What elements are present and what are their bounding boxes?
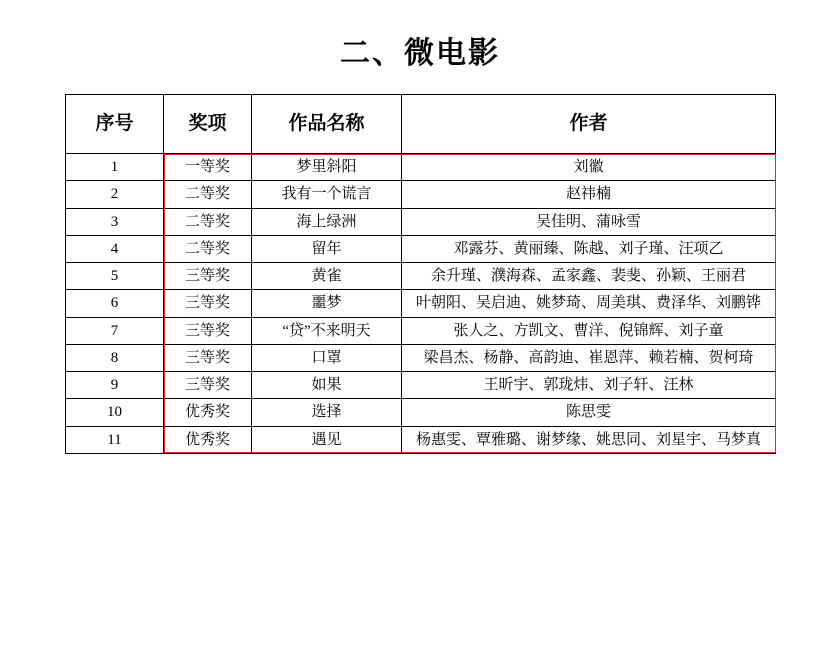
cell-no: 4 xyxy=(66,235,164,262)
cell-author: 赵祎楠 xyxy=(402,181,776,208)
cell-no: 2 xyxy=(66,181,164,208)
table-row xyxy=(66,208,776,235)
cell-award: 三等奖 xyxy=(164,317,252,344)
table-row xyxy=(66,235,776,262)
cell-award: 三等奖 xyxy=(164,263,252,290)
cell-author: 梁昌杰、杨静、高韵迪、崔恩萍、赖若楠、贺柯琦 xyxy=(402,344,776,371)
cell-author: 叶朝阳、吴启迪、姚梦琦、周美琪、费泽华、刘鹏铧 xyxy=(402,290,776,317)
cell-work: 留年 xyxy=(252,235,402,262)
table-row xyxy=(66,372,776,399)
cell-work: 选择 xyxy=(252,399,402,426)
cell-no: 11 xyxy=(66,426,164,453)
cell-author: 陈思雯 xyxy=(402,399,776,426)
award-table xyxy=(65,94,776,454)
cell-work: 我有一个谎言 xyxy=(252,181,402,208)
table-row xyxy=(66,426,776,453)
cell-work: 海上绿洲 xyxy=(252,208,402,235)
cell-no: 10 xyxy=(66,399,164,426)
cell-work: 如果 xyxy=(252,372,402,399)
cell-no: 9 xyxy=(66,372,164,399)
cell-award: 二等奖 xyxy=(164,235,252,262)
cell-work: 梦里斜阳 xyxy=(252,154,402,181)
table-row xyxy=(66,399,776,426)
cell-work: 黄雀 xyxy=(252,263,402,290)
cell-work: “贷”不来明天 xyxy=(252,317,402,344)
cell-author: 杨惠雯、覃雅璐、谢梦缘、姚思同、刘星宇、马梦真 xyxy=(402,426,776,453)
table-row xyxy=(66,344,776,371)
cell-work: 口罩 xyxy=(252,344,402,371)
table-row xyxy=(66,317,776,344)
cell-award: 优秀奖 xyxy=(164,426,252,453)
cell-work: 遇见 xyxy=(252,426,402,453)
column-header-work: 作品名称 xyxy=(252,95,402,154)
column-header-author: 作者 xyxy=(402,95,776,154)
cell-award: 一等奖 xyxy=(164,154,252,181)
cell-author: 刘徽 xyxy=(402,154,776,181)
cell-author: 吴佳明、蒲咏雪 xyxy=(402,208,776,235)
table-header xyxy=(66,95,776,154)
cell-award: 三等奖 xyxy=(164,372,252,399)
cell-author: 邓露芬、黄丽臻、陈越、刘子瑾、汪项乙 xyxy=(402,235,776,262)
table-row xyxy=(66,181,776,208)
cell-award: 二等奖 xyxy=(164,181,252,208)
cell-award: 三等奖 xyxy=(164,290,252,317)
column-header-no: 序号 xyxy=(66,95,164,154)
cell-award: 优秀奖 xyxy=(164,399,252,426)
table-row xyxy=(66,154,776,181)
cell-no: 7 xyxy=(66,317,164,344)
cell-no: 8 xyxy=(66,344,164,371)
cell-work: 噩梦 xyxy=(252,290,402,317)
table-header-row xyxy=(66,95,776,154)
cell-no: 3 xyxy=(66,208,164,235)
cell-author: 张人之、方凯文、曹洋、倪锦辉、刘子童 xyxy=(402,317,776,344)
column-header-award: 奖项 xyxy=(164,95,252,154)
award-table-container xyxy=(65,94,775,454)
cell-no: 1 xyxy=(66,154,164,181)
cell-no: 6 xyxy=(66,290,164,317)
cell-award: 三等奖 xyxy=(164,344,252,371)
table-row xyxy=(66,263,776,290)
cell-author: 王昕宇、郭珑炜、刘子轩、汪林 xyxy=(402,372,776,399)
document-page xyxy=(0,28,840,665)
cell-no: 5 xyxy=(66,263,164,290)
page-title: 二、微电影 xyxy=(340,37,500,70)
cell-award: 二等奖 xyxy=(164,208,252,235)
table-row xyxy=(66,290,776,317)
cell-author: 余升瑾、濮海森、孟家鑫、裴斐、孙颖、王丽君 xyxy=(402,263,776,290)
table-body xyxy=(66,154,776,454)
